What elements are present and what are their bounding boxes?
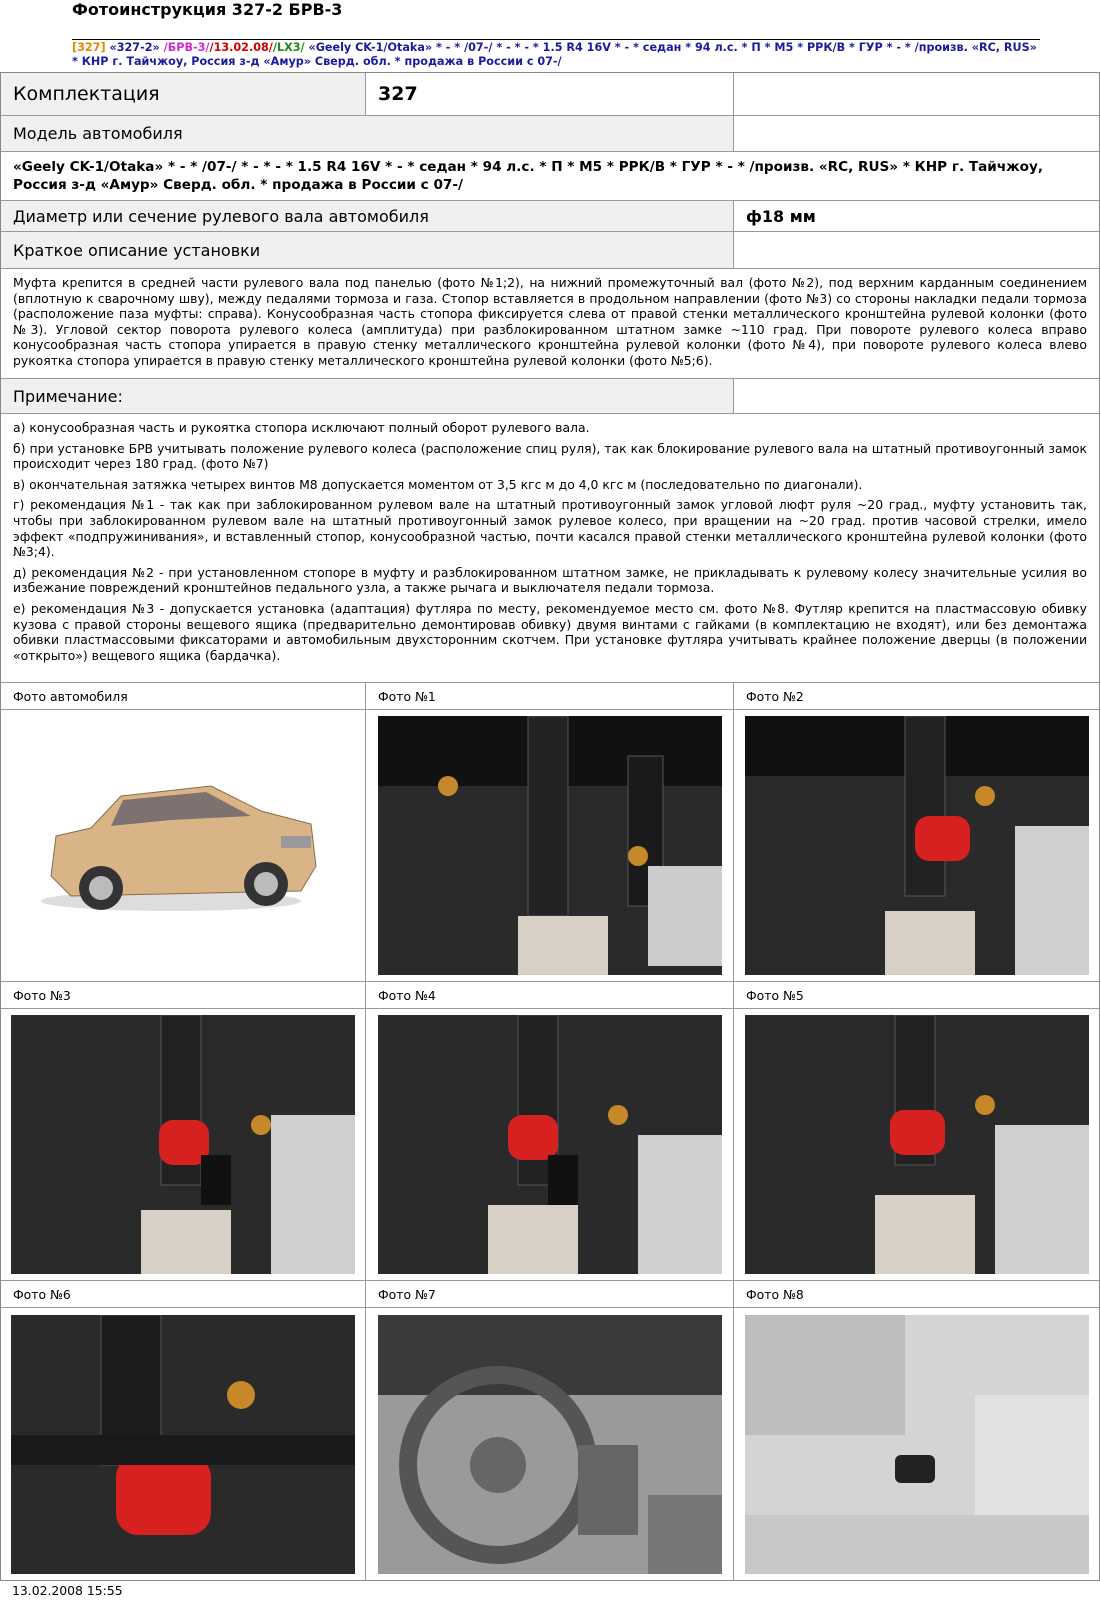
note-item: е) рекомендация №3 - допускается установка (адаптация) футляра по месту, рекомендуемое место см. фото №8. Футляр крепится на пластмассовую обивку кузова с правой стороны вещевого ящика (предварительно демонтировав обивку) двумя винтами с гайками (в комплектацию не входят), или без демонтажа обивки пластмассовыми фиксаторами и автомобильным двухсторонним скотчем. При установке футляра учитывать крайнее положение дверцы (в положении «открыто») вещевого ящика (бардачка). (13, 600, 1087, 663)
photo-label: Фото №4 (366, 982, 734, 1008)
row-note-label (1, 379, 1099, 414)
photo-row (1, 710, 1099, 982)
photo-label: Фото №7 (366, 1281, 734, 1307)
code-part: /БРВ-3/ (159, 41, 210, 54)
note-item: б) при установке БРВ учитывать положение рулевого колеса (расположение спиц руля), так как блокирование рулевого вала на штатный противоугонный замок происходит через 180 град. (фото №7) (13, 440, 1087, 472)
code-part: /LX3/ (272, 41, 305, 54)
row-notes (1, 414, 1099, 683)
instruction-table (0, 72, 1100, 1581)
photo-label: Фото №5 (746, 987, 804, 1003)
model-label: Модель автомобиля (1, 116, 734, 151)
timestamp: 13.02.2008 15:55 (12, 1583, 123, 1598)
note-item: а) конусообразная часть и рукоятка стопора исключают полный оборот рулевого вала. (13, 420, 590, 435)
row-description (1, 269, 1099, 379)
empty-cell (734, 116, 1099, 151)
row-description-label (1, 232, 1099, 269)
photo-row (1, 1308, 1099, 1580)
note-item: д) рекомендация №2 - при установленном стопоре в муфту и разблокированном штатном замке, не прикладывать к рулевому колесу значительные усилия во избежание повреждений кронштейнов педального узла, а также рычага и выключателя педали тормоза. (13, 564, 1087, 596)
photo-5 (745, 1015, 1089, 1274)
note-item: г) рекомендация №1 - так как при заблокированном рулевом вале на штатный противоугонный замок угловой люфт руля ~20 град., муфту установить так, чтобы при заблокированном рулевом вале на штатный противоугонный замок рулевое колесо, при вращении на ~20 град. против часовой стрелки, имело эффект «подпружинивания», и вставленный стопор, конусообразной частью, почти касался правой стенки металлического кронштейна рулевой колонки (фото №3;4). (13, 497, 1087, 560)
photo-label: Фото №8 (746, 1286, 804, 1302)
photo-cell (1, 1009, 366, 1280)
photo-label: Фото автомобиля (1, 683, 366, 709)
code-part: /13.02.08/ (209, 41, 273, 54)
equipment-label: Комплектация (1, 73, 366, 115)
photo-1 (378, 716, 722, 975)
photo-6 (11, 1315, 355, 1574)
car-photo (11, 716, 355, 975)
photo-labels-row (1, 1281, 1099, 1308)
note-label: Примечание: (1, 379, 734, 413)
photo-label: Фото №2 (746, 688, 804, 704)
photo-label: Фото №3 (1, 982, 366, 1008)
photo-row (1, 1009, 1099, 1281)
photo-7 (378, 1315, 722, 1574)
photo-cell (734, 710, 1099, 981)
photo-cell (1, 1308, 366, 1580)
empty-cell (734, 232, 1099, 268)
photo-cell (366, 1009, 734, 1280)
row-model (1, 116, 1099, 152)
photo-cell (366, 710, 734, 981)
row-equipment (1, 73, 1099, 116)
equipment-value: 327 (366, 73, 734, 115)
code-part: «Geely CK-1/Otaka» * - * /07-/ * - * - * 1.5 R4 16V * - * седан * 94 л.с. * П * M5 * РРК/В * ГУР * - * /произв. «RC, RUS» * КНР г. Тайчжоу, Россия з-д «Амур» Сверд. обл. * продажа в России с 07-/ (72, 41, 1037, 68)
photo-cell (734, 1308, 1099, 1580)
note-item: в) окончательная затяжка четырех винтов M8 допускается моментом от 3,5 кгс м до 4,0 кгс м (последовательно по диагонали). (13, 476, 863, 492)
photo-label: Фото №1 (366, 683, 734, 709)
empty-cell (734, 379, 1099, 413)
description-text: Муфта крепится в средней части рулевого вала под панелью (фото №1;2), на нижний промежуточный вал (фото №2), под верхним карданным соединением (вплотную к сварочному шву), между педалями тормоза и газа. Стопор вставляется в продольном направлении (фото №3) со стороны накладки педали тормоза (расположение паза муфты: справа). Конусообразная часть стопора фиксируется слева от правой стенки металлического кронштейна рулевой колонки (фото №3). Угловой сектор поворота рулевого колеса (амплитуда) при разблокированном штатном замке ~110 град. При повороте рулевого колеса вправо конусообразная часть стопора упирается в правую стенку металлического кронштейна рулевой колонки (фото №4), при повороте рулевого колеса влево рукоятка стопора упирается в правую стенку металлического кронштейна рулевой колонки (фото №5;6). (13, 275, 1087, 368)
notes-list (1, 414, 1099, 682)
photo-label: Фото №6 (1, 1281, 366, 1307)
photo-labels-row (1, 982, 1099, 1009)
diameter-label: Диаметр или сечение рулевого вала автомобиля (1, 201, 734, 231)
photo-cell (734, 1009, 1099, 1280)
code-line (72, 39, 1040, 69)
photo-8 (745, 1315, 1089, 1574)
empty-cell (734, 73, 1099, 115)
description-label: Краткое описание установки (1, 232, 734, 268)
photo-2 (745, 716, 1089, 975)
code-part: «327-2» (105, 41, 160, 54)
row-model-full (1, 152, 1099, 201)
code-part: [327] (72, 41, 106, 54)
photo-3 (11, 1015, 355, 1274)
photo-car-cell (1, 710, 366, 981)
model-full: «Geely CK-1/Otaka» * - * /07-/ * - * - * 1.5 R4 16V * - * седан * 94 л.с. * П * M5 * РРК/В * ГУР * - * /произв. «RC, RUS» * КНР г. Тайчжоу, Россия з-д «Амур» Сверд. обл. * продажа в России с 07-/ (13, 159, 1044, 193)
diameter-value: ф18 мм (746, 206, 816, 226)
photo-4 (378, 1015, 722, 1274)
photo-cell (366, 1308, 734, 1580)
page-title: Фотоинструкция 327-2 БРВ-3 (72, 0, 343, 19)
row-diameter (1, 201, 1099, 232)
photo-labels-row (1, 683, 1099, 710)
